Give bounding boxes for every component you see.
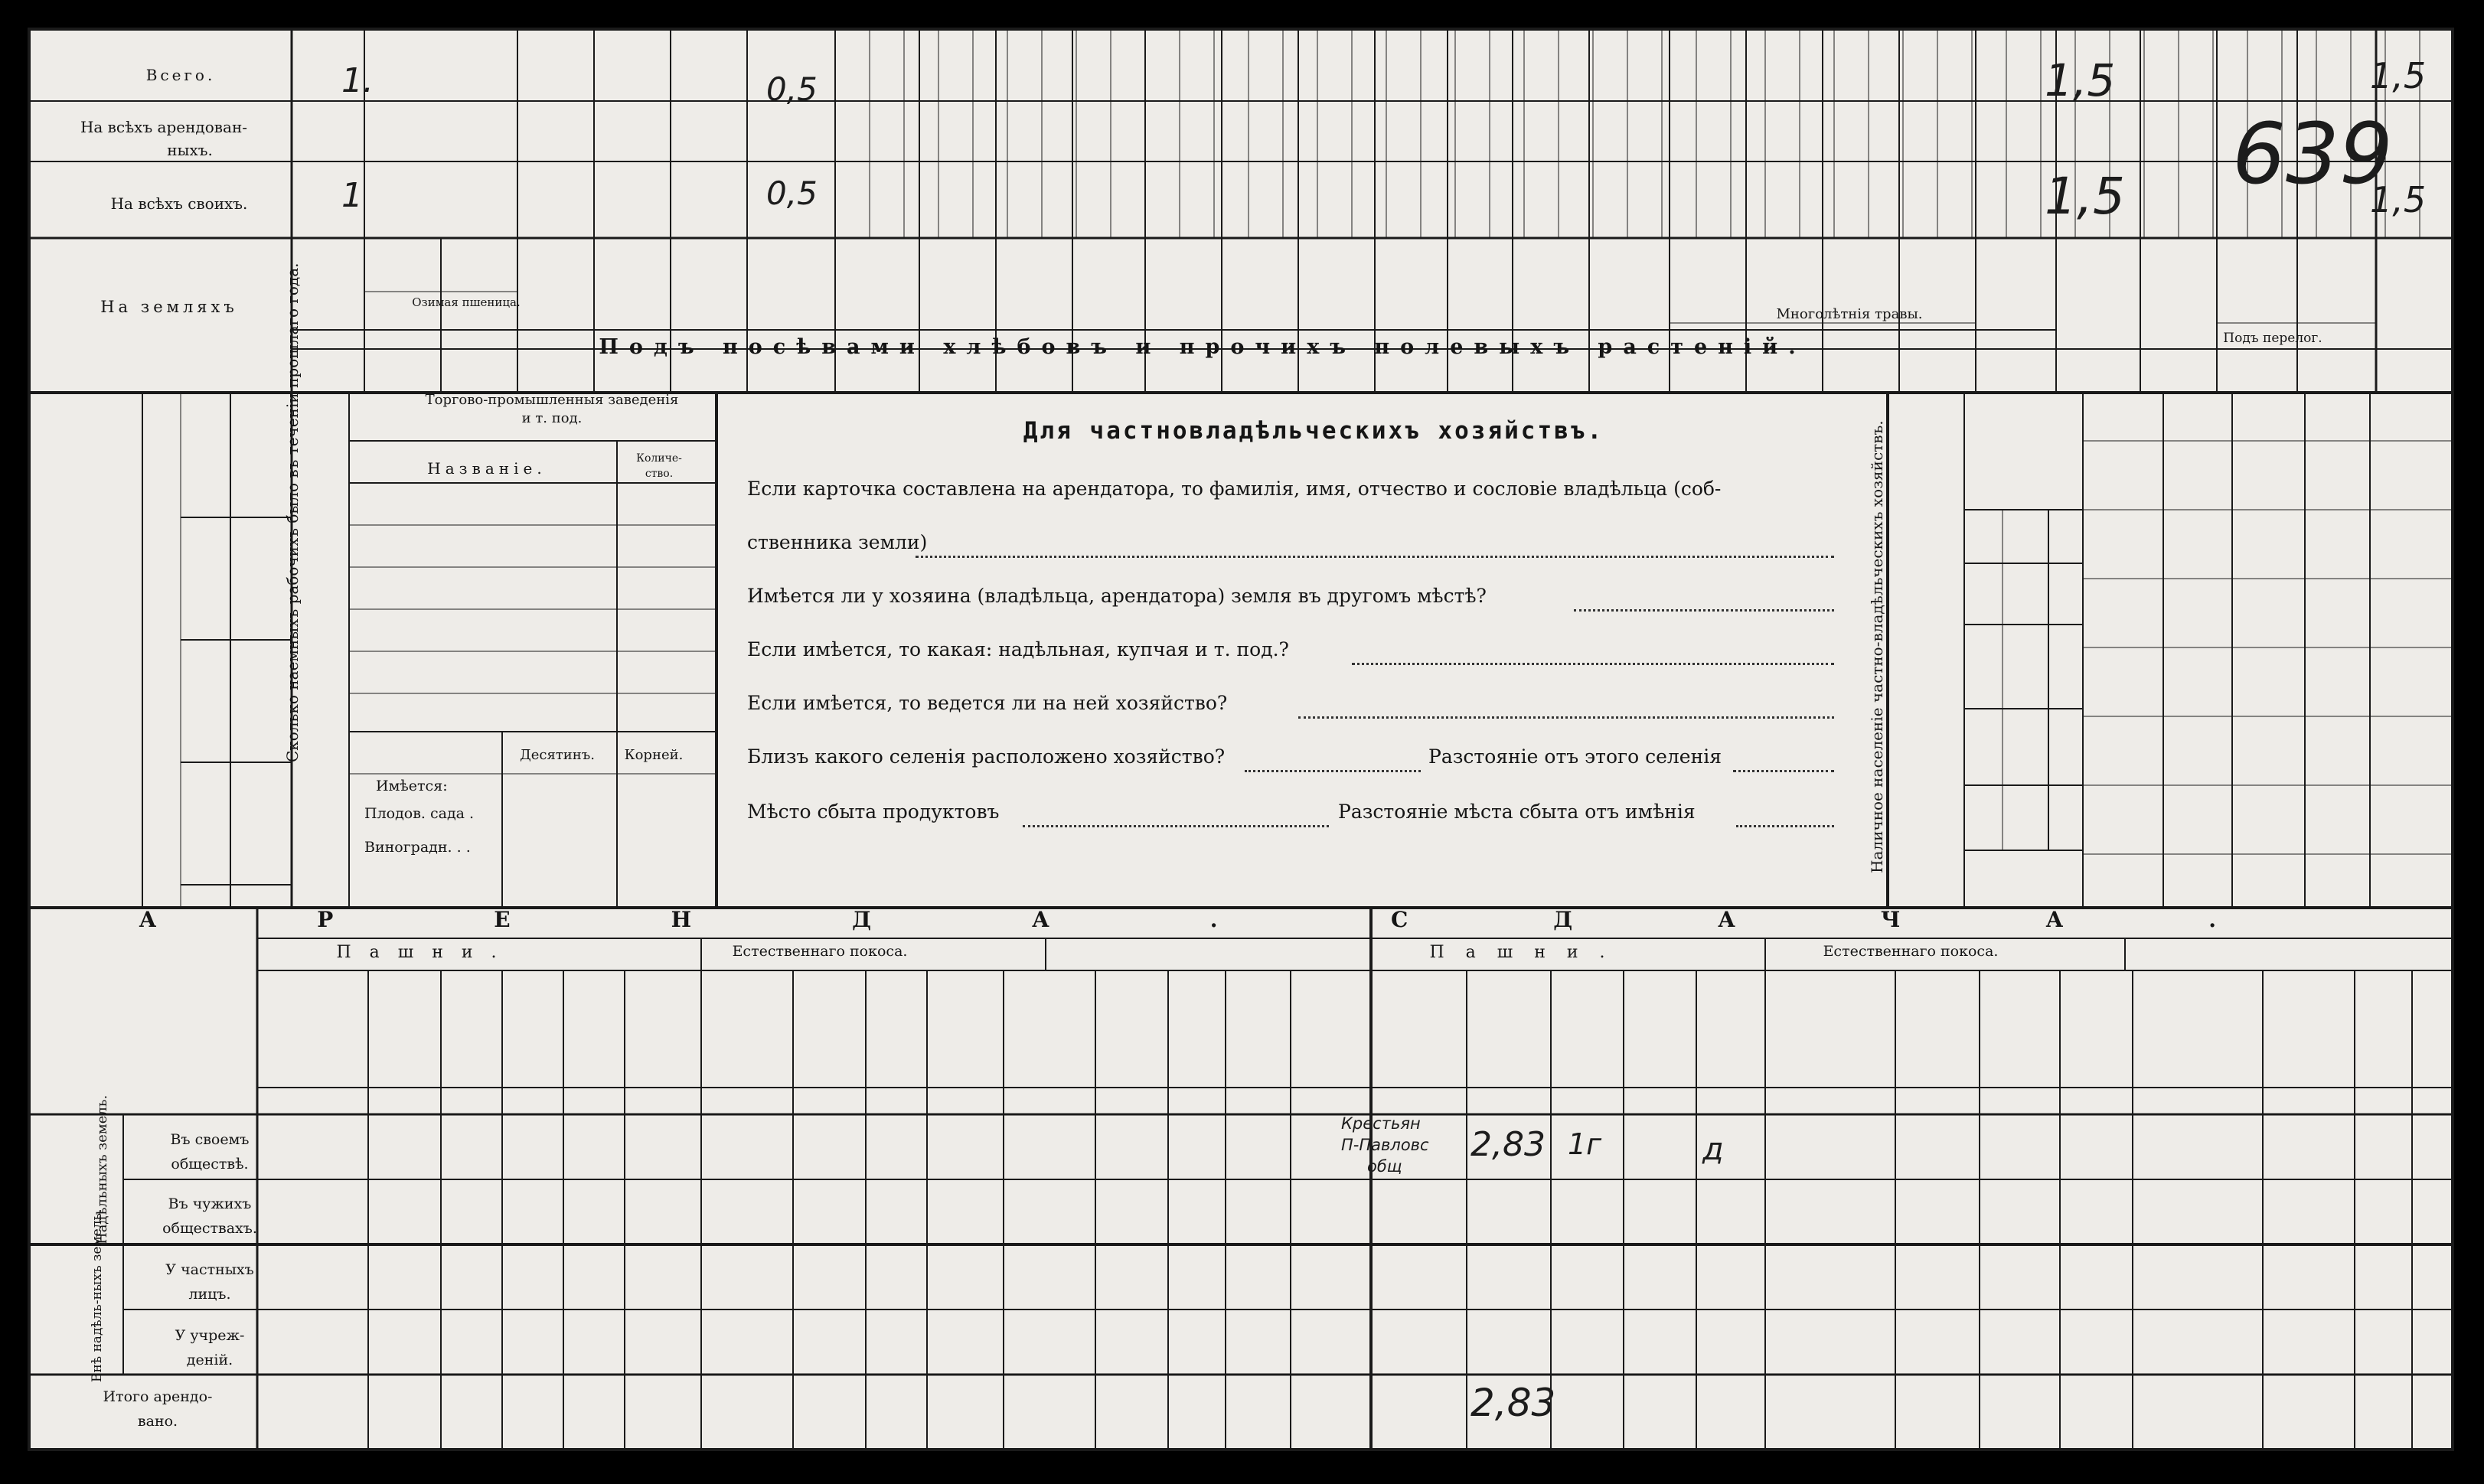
- answer-line-market[interactable]: [1023, 825, 1329, 827]
- right-col-bottom-4: [2321, 839, 2355, 904]
- crop-header-5: [622, 246, 652, 326]
- crop-header-23: [2006, 246, 2036, 326]
- crop-header-12: [1173, 246, 1194, 326]
- right-col-top-5: [2395, 410, 2429, 502]
- zhen-rab-vozr-label: [2007, 567, 2045, 621]
- right-col-top-2: [2181, 410, 2215, 502]
- row-svoem-1: Въ своемъ: [170, 1131, 250, 1148]
- crop-header-14: [1326, 246, 1356, 326]
- crop-header-8: [867, 246, 888, 326]
- question-market: Мѣсто сбыта продуктовъ: [747, 801, 1000, 823]
- lease-col-header-8: [885, 980, 908, 1072]
- crop-header-25: [2168, 246, 2189, 326]
- lease-col-header-22: [2076, 980, 2110, 1072]
- center-title: Для частновладѣльческихъ хозяйствъ.: [1023, 417, 1604, 445]
- lease-col-header-5: [577, 980, 611, 1072]
- crop-header-26: [2247, 246, 2277, 326]
- row-svoem-2: обществѣ.: [171, 1156, 249, 1173]
- row-chastnyh-1: У частныхъ: [165, 1261, 254, 1278]
- desyatin-label: Десятинъ.: [520, 747, 595, 763]
- answer-line-village-distance[interactable]: [1733, 770, 1834, 772]
- row-label-vsego: Всего.: [145, 66, 216, 84]
- lease-col-header-2: [393, 980, 416, 1072]
- hw-vsego-103: 1,5: [2370, 55, 2427, 96]
- arenda-pokosa-label: Естественнаго покоса.: [732, 943, 908, 960]
- lease-col-header-24: [2297, 980, 2320, 1072]
- hw-kresty-2: П-Павловс: [1341, 1136, 1429, 1154]
- right-col-bottom-1: [2107, 839, 2140, 904]
- crop-header-18: [1619, 246, 1650, 326]
- answer-line-farming[interactable]: [1298, 716, 1834, 719]
- imeetsya-label: Имѣется:: [376, 778, 448, 794]
- korney-label: Корней.: [624, 747, 684, 763]
- itogo-oboego-label: [1976, 514, 2037, 559]
- mnogoletnie-travy-label: Многолѣтнія травы.: [1776, 306, 1923, 322]
- hw-vsego-77: 1.: [341, 61, 374, 100]
- row-itogo-2: вано.: [137, 1413, 178, 1430]
- lease-col-header-12: [1247, 980, 1270, 1072]
- hw-svoih-83: 0,5: [766, 174, 818, 212]
- right-col-bottom-3: [2252, 839, 2286, 904]
- crop-header-17: [1540, 246, 1562, 326]
- kolichestvo-label-2: ство.: [645, 468, 674, 480]
- answer-line-land-type[interactable]: [1352, 663, 1834, 665]
- lease-col-header-26: [2417, 980, 2450, 1072]
- crop-header-11: [1098, 246, 1120, 326]
- crop-header-24: [2087, 246, 2109, 326]
- kolichestvo-label-1: Количе-: [636, 452, 682, 465]
- crop-header-4: [545, 246, 566, 326]
- lease-col-header-13: [1314, 980, 1348, 1072]
- lease-col-header-16: [1576, 980, 1599, 1072]
- crop-header-7: [781, 246, 802, 326]
- torg-title-1: Торгово-промышленныя заведенія: [425, 392, 679, 408]
- crop-header-15: [1401, 246, 1422, 326]
- row-chuzhih-1: Въ чужихъ: [168, 1195, 252, 1212]
- hw-col-121: д: [1702, 1132, 1724, 1167]
- hw-itogo-118: 2,83: [1470, 1381, 1556, 1425]
- lease-col-header-9: [948, 980, 982, 1072]
- lease-col-header-15: [1497, 980, 1520, 1072]
- hw-svoih-99: 1,5: [2045, 167, 2125, 226]
- crop-header-22: [1927, 246, 1957, 326]
- row-chastnyh-2: лицъ.: [188, 1286, 231, 1303]
- nalichnoe-label: Наличное населеніе частно-владѣльческихъ хозяйствъ.: [1868, 420, 1886, 873]
- row-chuzhih-2: обществахъ.: [162, 1220, 257, 1237]
- question-village: Близъ какого селенія расположено хозяйство?: [747, 745, 1226, 768]
- arenda-banner: АРЕНДА.: [139, 907, 1379, 932]
- answer-line-village[interactable]: [1245, 770, 1421, 772]
- crop-header-16: [1470, 246, 1500, 326]
- sdacha-banner: СДАЧА.: [1390, 907, 2362, 932]
- row-label-arendovannyh-1: На всѣхъ арендован-: [80, 118, 248, 136]
- form-grid-lines: [28, 28, 2454, 1451]
- pod-perelog-label: Подъ перелог.: [2223, 331, 2322, 346]
- crop-header-19: [1697, 246, 1719, 326]
- hw-card-number: 639: [2232, 105, 2393, 203]
- vinogradn-label: Виноградн. . .: [364, 839, 471, 856]
- crop-header-9: [947, 246, 968, 326]
- nadelnyh-label: Надѣльныхъ земель.: [94, 1094, 110, 1244]
- crop-header-10: [1023, 246, 1045, 326]
- census-card-sheet: [28, 28, 2454, 1451]
- lease-col-header-18: [1714, 980, 1748, 1072]
- hw-svoih-77: 1: [341, 176, 363, 215]
- muzh-rab-vozr-label: [2007, 713, 2045, 781]
- vne-nadelnyh-label: Внѣ надѣль-ныхъ земель.: [90, 1208, 105, 1382]
- hw-kresty-3: общ: [1367, 1157, 1402, 1176]
- right-col-top-4: [2321, 410, 2355, 502]
- hw-svoih-103: 1,5: [2370, 179, 2427, 220]
- question-farming: Если имѣется, то ведется ли на ней хозяйство?: [747, 692, 1228, 714]
- nazvanie-label: Названіе.: [427, 459, 547, 478]
- sdacha-pokosa-label: Естественнаго покоса.: [1823, 943, 1999, 960]
- lease-col-header-20: [1926, 980, 1949, 1072]
- crop-header-13: [1249, 246, 1271, 326]
- hw-vsego-83: 0,5: [766, 70, 818, 108]
- right-col-bottom-5: [2395, 839, 2429, 904]
- question-owner-line1: Если карточка составлена на арендатора, то фамилія, имя, отчество и сословіе владѣльца (соб-: [747, 478, 1722, 500]
- right-col-top-1: [2107, 410, 2140, 502]
- hw-srok-119: 1г: [1568, 1127, 1602, 1161]
- row-uchrezh-1: У учреж-: [175, 1327, 245, 1344]
- lease-col-header-3: [460, 980, 483, 1072]
- row-label-svoih: На всѣхъ своихъ.: [110, 194, 248, 213]
- crop-header-1: [318, 246, 339, 326]
- right-col-top-3: [2252, 410, 2286, 502]
- row-label-arendovannyh-2: ныхъ.: [167, 141, 213, 159]
- crop-header-27: [2326, 246, 2348, 326]
- row-itogo-1: Итого арендо-: [103, 1388, 213, 1405]
- arenda-pashni-label: Пашни.: [336, 943, 515, 962]
- question-land-type: Если имѣется, то какая: надѣльная, купчая и т. под.?: [747, 638, 1289, 660]
- row-label-na-zemlyah: На земляхъ: [100, 298, 238, 316]
- row-uchrezh-2: деній.: [186, 1352, 233, 1368]
- lease-col-header-17: [1643, 980, 1677, 1072]
- crop-header-6: [698, 246, 720, 326]
- lease-col-header-7: [818, 980, 841, 1072]
- plodov-sada-label: Плодов. сада .: [364, 805, 475, 822]
- answer-line-market-distance[interactable]: [1736, 825, 1834, 827]
- answer-line-owner[interactable]: [916, 556, 1834, 558]
- lease-col-header-4: [516, 980, 550, 1072]
- answer-line-other-land[interactable]: [1574, 609, 1834, 612]
- ozimaya-pshenitsa-label: Озимая пшеница.: [412, 295, 521, 309]
- question-owner-line2: ственника земли): [747, 531, 928, 553]
- lease-col-header-11: [1186, 980, 1209, 1072]
- lease-col-header-25: [2372, 980, 2395, 1072]
- sdacha-pashni-label: Пашни.: [1429, 943, 1627, 962]
- question-other-land: Имѣется ли у хозяина (владѣльца, арендатора) земля въ другомъ мѣстѣ?: [747, 585, 1487, 607]
- naemnyh-label: Сколько наемныхъ рабочихъ было въ теченіи прошлаго года.: [283, 263, 302, 762]
- hw-kresty-1: Крестьян: [1341, 1114, 1421, 1133]
- lease-col-header-21: [2009, 980, 2032, 1072]
- pod-posevami-banner: Подъ посѣвами хлѣбовъ и прочихъ полевыхъ растеній.: [599, 335, 1807, 359]
- question-village-distance: Разстояніе отъ этого селенія: [1428, 745, 1722, 768]
- question-market-distance: Разстояніе мѣста сбыта отъ имѣнія: [1338, 801, 1696, 823]
- hw-kol-118: 2,83: [1470, 1125, 1546, 1164]
- right-col-bottom-2: [2181, 839, 2215, 904]
- hw-vsego-99: 1,5: [2045, 54, 2116, 106]
- torg-title-2: и т. под.: [521, 410, 583, 426]
